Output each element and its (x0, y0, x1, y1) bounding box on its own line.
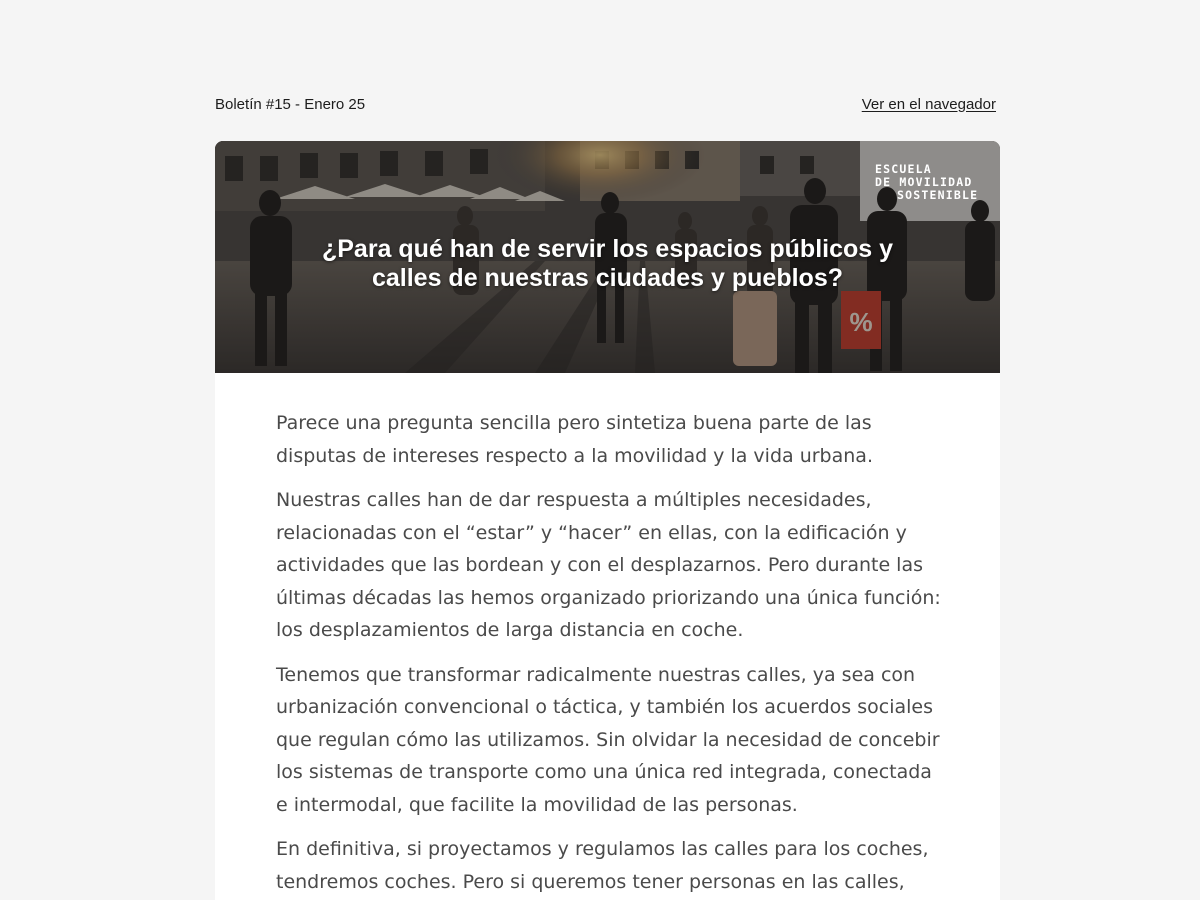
logo-line-2: DE MOVILIDAD (875, 175, 973, 189)
view-in-browser-link[interactable]: Ver en el navegador (861, 95, 996, 113)
hero-title: ¿Para qué han de servir los espacios públicos y calles de nuestras ciudades y pueblos? (321, 235, 894, 292)
article-body (276, 407, 946, 900)
paragraph-4: En definitiva, si proyectamos y regulamos las calles para los coches, tendremos coches. Pero si queremos tener personas en las calles, (276, 838, 929, 893)
issue-label: Boletín #15 - Enero 25 (215, 95, 366, 113)
newsletter-header (215, 92, 996, 116)
paragraph-2: Nuestras calles han de dar respuesta a múltiples necesidades, relacionadas con el “estar” y “hacer” en ellas, con la edificación y actividades que las bordean y con el desplazarnos. Pero durante las últimas décadas las hemos organizado priorizando una única función: los desplazamientos de larga distancia en coche. (276, 489, 941, 641)
logo-line-1: ESCUELA (875, 162, 932, 176)
newsletter-card (215, 141, 1000, 900)
escuela-movilidad-logo (875, 163, 985, 202)
paragraph-3: Tenemos que transformar radicalmente nuestras calles, ya sea con urbanización convencional o táctica, y también los acuerdos sociales que regulan cómo las utilizamos. Sin olvidar la necesidad de concebir los sistemas de transporte como una única red integrada, conectada e intermodal, que facilite la movilidad de las personas. (276, 663, 940, 816)
logo-line-3: SOSTENIBLE (897, 188, 979, 202)
paragraph-1: Parece una pregunta sencilla pero sintetiza buena parte de las disputas de intereses respecto a la movilidad y la vida urbana. (276, 412, 873, 467)
hero-banner (215, 141, 1000, 373)
svg-text:%: % (849, 307, 873, 337)
